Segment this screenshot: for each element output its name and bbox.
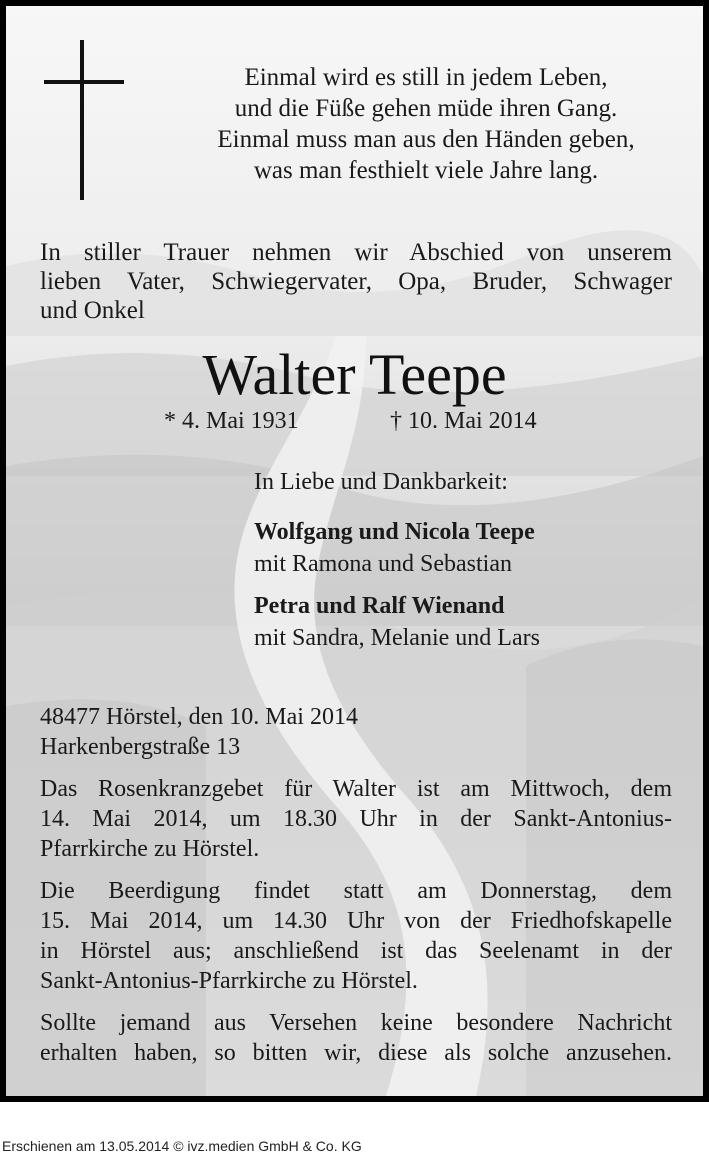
rosary-paragraph bbox=[40, 774, 672, 864]
rosary-line: Das Rosenkranzgebet für Walter ist am Mittwoch, dem bbox=[40, 776, 672, 802]
funeral-paragraph bbox=[40, 876, 672, 996]
poem bbox=[176, 62, 676, 186]
family-group bbox=[254, 590, 674, 654]
funeral-line: 15. Mai 2014, um 14.30 Uhr von der Friedhofskapelle bbox=[40, 908, 672, 934]
family-group bbox=[254, 516, 674, 580]
publication-footer: Erschienen am 13.05.2014 © ivz.medien GmbH & Co. KG bbox=[2, 1138, 362, 1154]
birth-date: * 4. Mai 1931 bbox=[164, 408, 299, 434]
intro-line: lieben Vater, Schwiegervater, Opa, Bruder, Schwager bbox=[40, 268, 672, 295]
family-children: mit Sandra, Melanie und Lars bbox=[254, 625, 540, 651]
family-names: Wolfgang und Nicola Teepe bbox=[254, 519, 535, 545]
poem-line: Einmal muss man aus den Händen geben, bbox=[217, 126, 635, 153]
intro-text bbox=[40, 238, 672, 325]
funeral-line: in Hörstel aus; anschließend ist das Seelenamt in der bbox=[40, 938, 672, 964]
intro-line: und Onkel bbox=[40, 297, 145, 324]
poem-line: Einmal wird es still in jedem Leben, bbox=[244, 64, 608, 91]
death-date: † 10. Mai 2014 bbox=[390, 408, 537, 434]
address-line: Harkenbergstraße 13 bbox=[40, 734, 241, 760]
poem-line: und die Füße gehen müde ihren Gang. bbox=[234, 95, 618, 122]
family-children: mit Ramona und Sebastian bbox=[254, 551, 512, 577]
deceased-name: Walter Teepe bbox=[202, 342, 507, 407]
details-text bbox=[40, 702, 672, 1080]
family-heading: In Liebe und Dankbarkeit: bbox=[254, 469, 508, 495]
address-block bbox=[40, 702, 672, 762]
family-section bbox=[254, 466, 674, 664]
address-line: 48477 Hörstel, den 10. Mai 2014 bbox=[40, 704, 358, 730]
cross-icon bbox=[44, 40, 124, 200]
funeral-line: Sankt-Antonius-Pfarrkirche zu Hörstel. bbox=[40, 968, 418, 994]
rosary-line: 14. Mai 2014, um 18.30 Uhr in der Sankt-Antonius- bbox=[40, 806, 672, 832]
rosary-line: Pfarrkirche zu Hörstel. bbox=[40, 836, 260, 862]
intro-line: In stiller Trauer nehmen wir Abschied von unserem bbox=[40, 239, 672, 266]
poem-line: was man festhielt viele Jahre lang. bbox=[253, 157, 599, 184]
funeral-line: Die Beerdigung findet statt am Donnerstag, dem bbox=[40, 878, 672, 904]
notice-paragraph bbox=[40, 1008, 672, 1068]
notice-line: Sollte jemand aus Versehen keine besondere Nachricht bbox=[40, 1010, 672, 1036]
family-names: Petra und Ralf Wienand bbox=[254, 593, 505, 619]
notice-line: erhalten haben, so bitten wir, diese als solche anzusehen. bbox=[40, 1040, 672, 1066]
